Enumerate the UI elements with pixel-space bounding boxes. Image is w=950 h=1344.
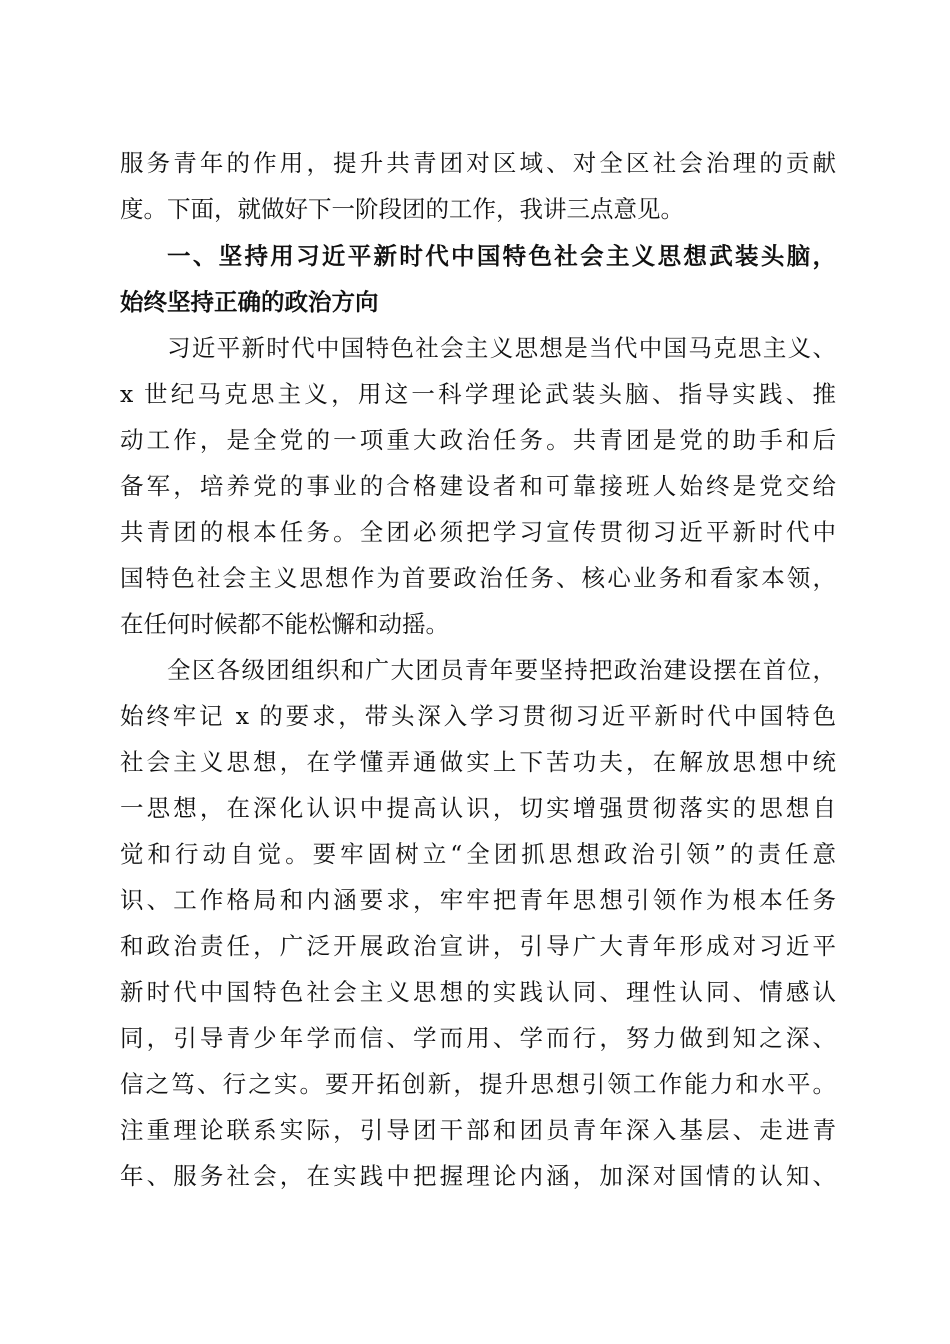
paragraph-line: 一思想，在深化认识中提高认识，切实增强贯彻落实的思想自: [120, 794, 836, 822]
paragraph-line: 动工作，是全党的一项重大政治任务。共青团是党的助手和后: [120, 426, 836, 454]
paragraph-line: 在任何时候都不能松懈和动摇。: [120, 610, 449, 638]
paragraph-line: 同，引导青少年学而信、学而用、学而行，努力做到知之深、: [120, 1024, 836, 1052]
paragraph-line: 全区各级团组织和广大团员青年要坚持把政治建设摆在首位，: [167, 656, 836, 684]
paragraph-line: x 世纪马克思主义，用这一科学理论武装头脑、指导实践、推: [120, 380, 836, 408]
paragraph-line: 信之笃、行之实。要开拓创新，提升思想引领工作能力和水平。: [120, 1070, 836, 1098]
section-heading: 一、坚持用习近平新时代中国特色社会主义思想武装头脑，: [167, 242, 836, 270]
paragraph-line: 觉和行动自觉。要牢固树立“全团抓思想政治引领”的责任意: [120, 840, 836, 868]
paragraph-line: 注重理论联系实际，引导团干部和团员青年深入基层、走进青: [120, 1116, 836, 1144]
paragraph-line: 社会主义思想，在学懂弄通做实上下苦功夫，在解放思想中统: [120, 748, 836, 776]
paragraph-line: 年、服务社会，在实践中把握理论内涵，加深对国情的认知、: [120, 1162, 836, 1190]
paragraph-line: 共青团的根本任务。全团必须把学习宣传贯彻习近平新时代中: [120, 518, 836, 546]
paragraph-line: 习近平新时代中国特色社会主义思想是当代中国马克思主义、: [167, 334, 836, 362]
section-heading: 始终坚持正确的政治方向: [120, 288, 379, 316]
paragraph-line: 识、工作格局和内涵要求，牢牢把青年思想引领作为根本任务: [120, 886, 836, 914]
intro-line: 度。下面，就做好下一阶段团的工作，我讲三点意见。: [120, 195, 684, 223]
paragraph-line: 备军，培养党的事业的合格建设者和可靠接班人始终是党交给: [120, 472, 836, 500]
paragraph-line: 和政治责任，广泛开展政治宣讲，引导广大青年形成对习近平: [120, 932, 836, 960]
paragraph-line: 新时代中国特色社会主义思想的实践认同、理性认同、情感认: [120, 978, 836, 1006]
paragraph-line: 始终牢记 x 的要求，带头深入学习贯彻习近平新时代中国特色: [120, 702, 836, 730]
paragraph-line: 国特色社会主义思想作为首要政治任务、核心业务和看家本领，: [120, 564, 836, 592]
intro-line: 服务青年的作用，提升共青团对区域、对全区社会治理的贡献: [120, 149, 836, 177]
